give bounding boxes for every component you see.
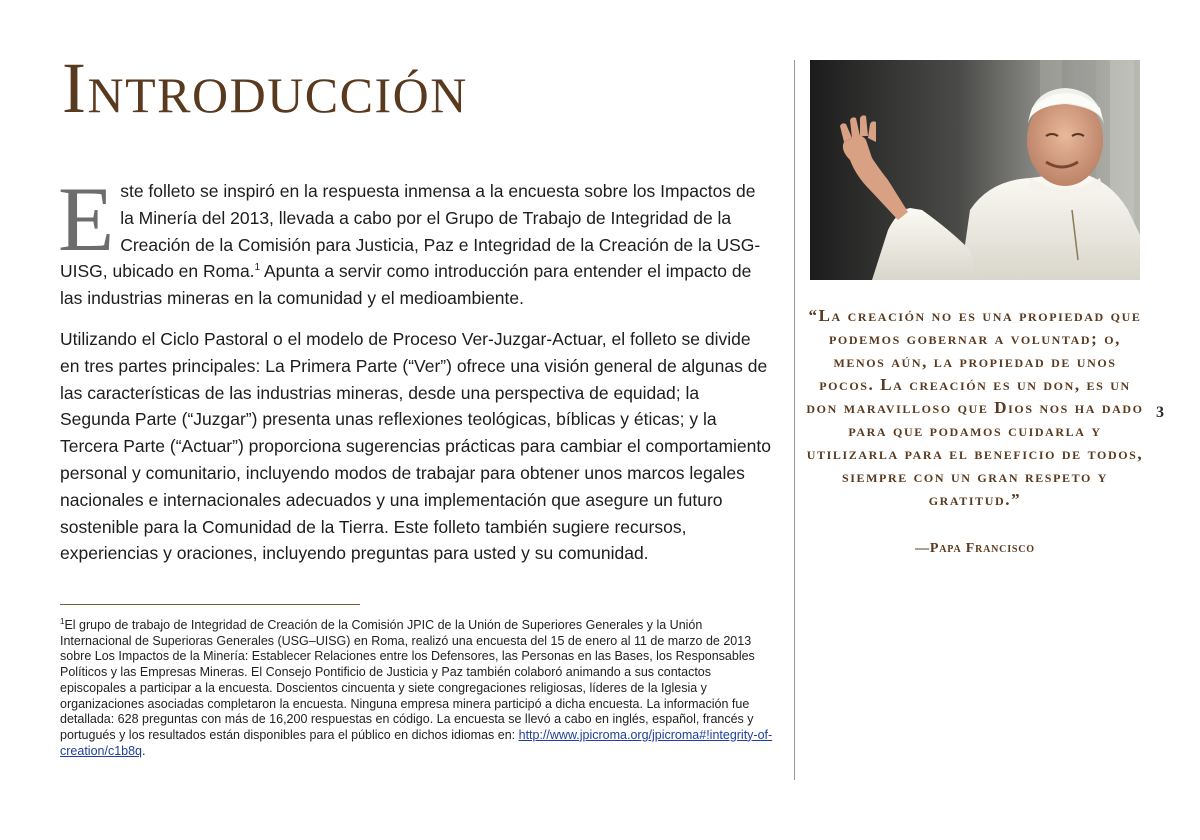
footnote-divider	[60, 604, 360, 605]
quote-attribution: —Papa Francisco	[915, 541, 1035, 556]
intro-paragraph-1-tail: Apunta a servir como introducción para entender el impacto de las industrias mineras en la comunidad y el medioambiente.	[60, 261, 752, 309]
intro-paragraph-1-lead: ste folleto se inspiró en la respuesta inmensa a la encuesta sobre los Impactos de la Minería del 2013, llevada a cabo por el Grupo de Trabajo de Integridad de la Creación de la Comisión para Justicia, Paz e Integridad de la Creación de la USG-UISG, ubicado en Roma.	[60, 181, 761, 282]
intro-paragraph-1	[58, 168, 772, 312]
intro-body	[58, 168, 772, 581]
intro-paragraph-2: Utilizando el Ciclo Pastoral o el modelo de Proceso Ver-Juzgar-Actuar, el folleto se divide en tres partes principales: La Primera Parte (“Ver”) ofrece una visión general de algunas de las características de las industrias mineras, desde una perspectiva de equidad; la Segunda Parte (“Juzgar”) presenta unas reflexiones teológicas, bíblicas y éticas; y la Tercera Parte (“Actuar”) proporciona sugerencias prácticas para cambiar el comportamiento personal y comunitario, incluyendo modos de trabajar para obtener unos marcos legales nacionales e internacionales adecuados y una implementación que asegure un futuro sostenible para la Comunidad de la Tierra. Este folleto también sugiere recursos, experiencias y oraciones, incluyendo preguntas para usted y su comunidad.	[60, 328, 771, 564]
pull-quote: “La creación no es una propiedad que podemos gobernar a voluntad; o, menos aún, la propiedad de unos pocos. La creación es un don, es un don maravilloso que Dios nos ha dado para que podamos cuidarla y utilizarla para el beneficio de todos, siempre con un gran respeto y gratitud.”	[806, 306, 1144, 509]
page-number: 3	[1156, 404, 1164, 421]
footnote-mark: 1	[60, 616, 65, 626]
footnote-text: El grupo de trabajo de Integridad de Creación de la Comisión JPIC de la Unión de Superiores Generales y la Unión Internacional de Superioras Generales (USG–UISG) en Roma, realizó una encuesta del 15 de enero al 11 de marzo de 2013 sobre Los Impactos de la Minería: Establecer Relaciones entre los Defensores, las Personas en las Bases, los Responsables Políticos y las Empresas Mineras. El Consejo Pontificio de Justicia y Paz también colaboró animando a sus contactos episcopales a participar a la encuesta. Doscientos cincuenta y siete congregaciones religiosas, líderes de la Iglesia y organizaciones asociadas completaron la encuesta. Ninguna empresa minera participó a dicha encuesta. La información fue detallada: 628 preguntas con más de 16,200 respuestas en código. La encuesta se llevó a cabo en inglés, español, francés y portugués y los resultados están disponibles para el público en dichos idiomas en:	[60, 618, 755, 742]
footnote	[60, 618, 776, 759]
pope-photo	[810, 60, 1140, 280]
footnote-reference[interactable]: 1	[254, 262, 261, 274]
drop-cap: E	[58, 168, 115, 270]
footnote-end: .	[142, 743, 146, 758]
column-divider	[794, 60, 795, 780]
page-title: Introducción	[62, 48, 468, 128]
footnote-link[interactable]: http://www.jpicroma.org/jpicroma#!integrity-of-creation/c1b8q	[60, 727, 773, 758]
